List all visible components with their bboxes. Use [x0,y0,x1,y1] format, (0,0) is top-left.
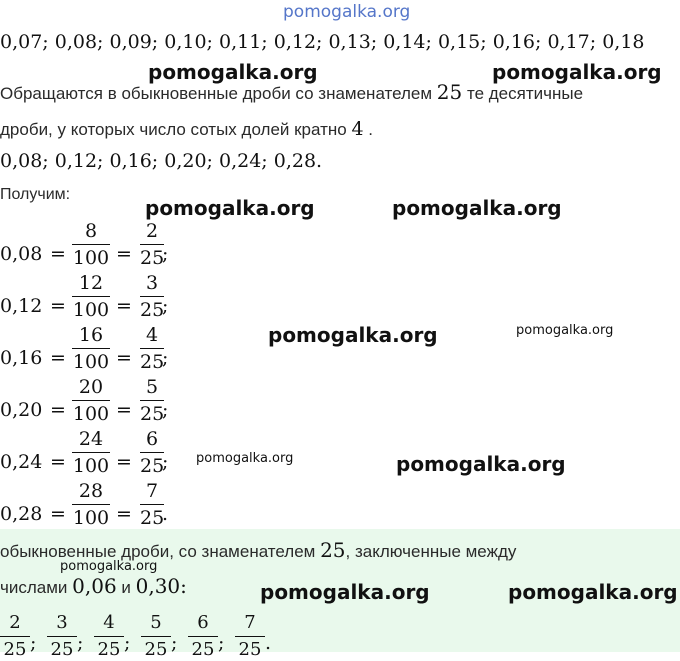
fraction-bar [0,636,30,637]
equals-sign: = [116,399,132,421]
numerator: 2 [145,220,159,242]
answer-fraction [0,612,30,661]
equation-lhs: 0,16 [0,347,43,369]
text-span: Обращаются в обыкновенные дроби со знаменателем [0,84,437,103]
punctuation: ; [77,632,84,654]
denominator: 100 [72,403,110,426]
denominator: 100 [72,507,110,530]
watermark[interactable]: pomogalka.org [260,580,430,604]
numerator: 24 [78,428,104,450]
fraction-hundredths [72,272,110,321]
watermark[interactable]: pomogalka.org [145,196,315,220]
text-span: , заключенные между [345,542,517,561]
watermark[interactable]: pomogalka.org [196,451,294,466]
fraction-reduced [140,376,164,425]
punctuation: ; [171,632,178,654]
denominator: 25 [140,403,165,426]
watermark[interactable]: pomogalka.org [396,452,566,476]
denominator: 25 [191,639,215,661]
denominator: 25 [50,639,74,661]
watermark-top[interactable]: pomogalka.org [283,2,411,22]
numerator: 6 [145,428,159,450]
math-number: 4 [351,118,364,140]
punctuation: . [162,503,169,525]
fraction-bar [72,504,110,505]
equals-sign: = [50,451,66,473]
equals-sign: = [116,503,132,525]
equals-sign: = [50,347,66,369]
fraction-bar [140,452,164,453]
watermark[interactable]: pomogalka.org [492,60,662,84]
paragraph-line [0,80,583,104]
fraction-bar [47,636,77,637]
fraction-bar [140,504,164,505]
watermark[interactable]: pomogalka.org [148,60,318,84]
punctuation: ; [162,295,169,317]
punctuation: ; [162,347,169,369]
numerator: 2 [9,612,21,633]
equals-sign: = [50,243,66,265]
answer-fraction [235,612,265,661]
numerator: 28 [78,480,104,502]
denominator: 25 [140,455,165,478]
denominator: 100 [72,351,110,374]
answer-fractions [0,612,300,661]
equals-sign: = [116,347,132,369]
math-colon: : [180,574,187,598]
watermark[interactable]: pomogalka.org [508,580,678,604]
numerator: 6 [197,612,209,633]
decimals-list: 0,07; 0,08; 0,09; 0,10; 0,11; 0,12; 0,13; 0,14; 0,15; 0,16; 0,17; 0,18 [0,31,645,53]
answer-fraction [141,612,171,661]
fraction-bar [235,636,265,637]
denominator: 25 [3,639,27,661]
math-number: 0,06 [72,574,117,598]
equals-sign: = [50,295,66,317]
equation-lhs: 0,12 [0,295,43,317]
watermark[interactable]: pomogalka.org [268,323,438,347]
fraction-reduced [140,220,164,269]
text-span: дроби, у которых число сотых долей кратно [0,120,352,139]
denominator: 100 [72,455,110,478]
fraction-bar [72,296,110,297]
numerator: 3 [145,272,159,294]
equals-sign: = [116,451,132,473]
fraction-bar [94,636,124,637]
result-label: Получим: [0,186,71,203]
multiples-list: 0,08; 0,12; 0,16; 0,20; 0,24; 0,28. [0,150,323,172]
denominator: 25 [144,639,168,661]
fraction-bar [140,244,164,245]
numerator: 16 [78,324,104,346]
watermark[interactable]: pomogalka.org [516,323,614,338]
numerator: 7 [145,480,159,502]
fraction-bar [140,400,164,401]
text-span: те десятичные [462,84,584,103]
equals-sign: = [116,243,132,265]
math-number: 25 [436,80,463,104]
numerator: 8 [84,220,98,242]
numerator: 7 [244,612,256,633]
fraction-hundredths [72,220,110,269]
punctuation: ; [30,632,37,654]
equation-lhs: 0,20 [0,399,43,421]
text-span: и [116,578,136,597]
numerator: 5 [145,376,159,398]
fraction-bar [140,296,164,297]
numerator: 3 [56,612,68,633]
numerator: 4 [103,612,115,633]
text-span: . [363,120,373,139]
denominator: 25 [97,639,121,661]
fraction-hundredths [72,376,110,425]
math-number: 25 [320,538,346,562]
punctuation: ; [162,243,169,265]
denominator: 100 [72,247,110,270]
fraction-bar [188,636,218,637]
fraction-bar [72,452,110,453]
fraction-hundredths [72,428,110,477]
fraction-hundredths [72,480,110,529]
equation-row [0,480,200,540]
punctuation: ; [124,632,131,654]
numerator: 12 [78,272,104,294]
fraction-bar [72,400,110,401]
equation-lhs: 0,28 [0,503,43,525]
numerator: 5 [150,612,162,633]
fraction-bar [141,636,171,637]
fraction-hundredths [72,324,110,373]
answer-fraction [47,612,77,661]
equation-lhs: 0,24 [0,451,43,473]
fraction-bar [72,348,110,349]
punctuation: ; [162,451,169,473]
denominator: 25 [140,351,165,374]
answer-fraction [188,612,218,661]
equals-sign: = [50,503,66,525]
equals-sign: = [116,295,132,317]
watermark[interactable]: pomogalka.org [392,196,562,220]
fraction-bar [72,244,110,245]
numerator: 20 [78,376,104,398]
fraction-reduced [140,272,164,321]
text-span: обыкновенные дроби, со знаменателем [0,542,321,561]
fraction-reduced [140,324,164,373]
denominator: 25 [140,507,165,530]
punctuation: . [265,632,272,654]
denominator: 100 [72,299,110,322]
fraction-reduced [140,480,164,529]
answer-fraction [94,612,124,661]
answer-line [0,574,187,598]
punctuation: ; [162,399,169,421]
denominator: 25 [140,299,165,322]
paragraph-line [0,118,373,140]
equals-sign: = [50,399,66,421]
fraction-reduced [140,428,164,477]
punctuation: ; [218,632,225,654]
numerator: 4 [145,324,159,346]
denominator: 25 [238,639,262,661]
math-number: 0,30 [135,574,181,598]
fraction-bar [140,348,164,349]
text-span: числами [0,578,73,597]
watermark[interactable]: pomogalka.org [60,559,158,574]
denominator: 25 [140,247,165,270]
equation-lhs: 0,08 [0,243,43,265]
